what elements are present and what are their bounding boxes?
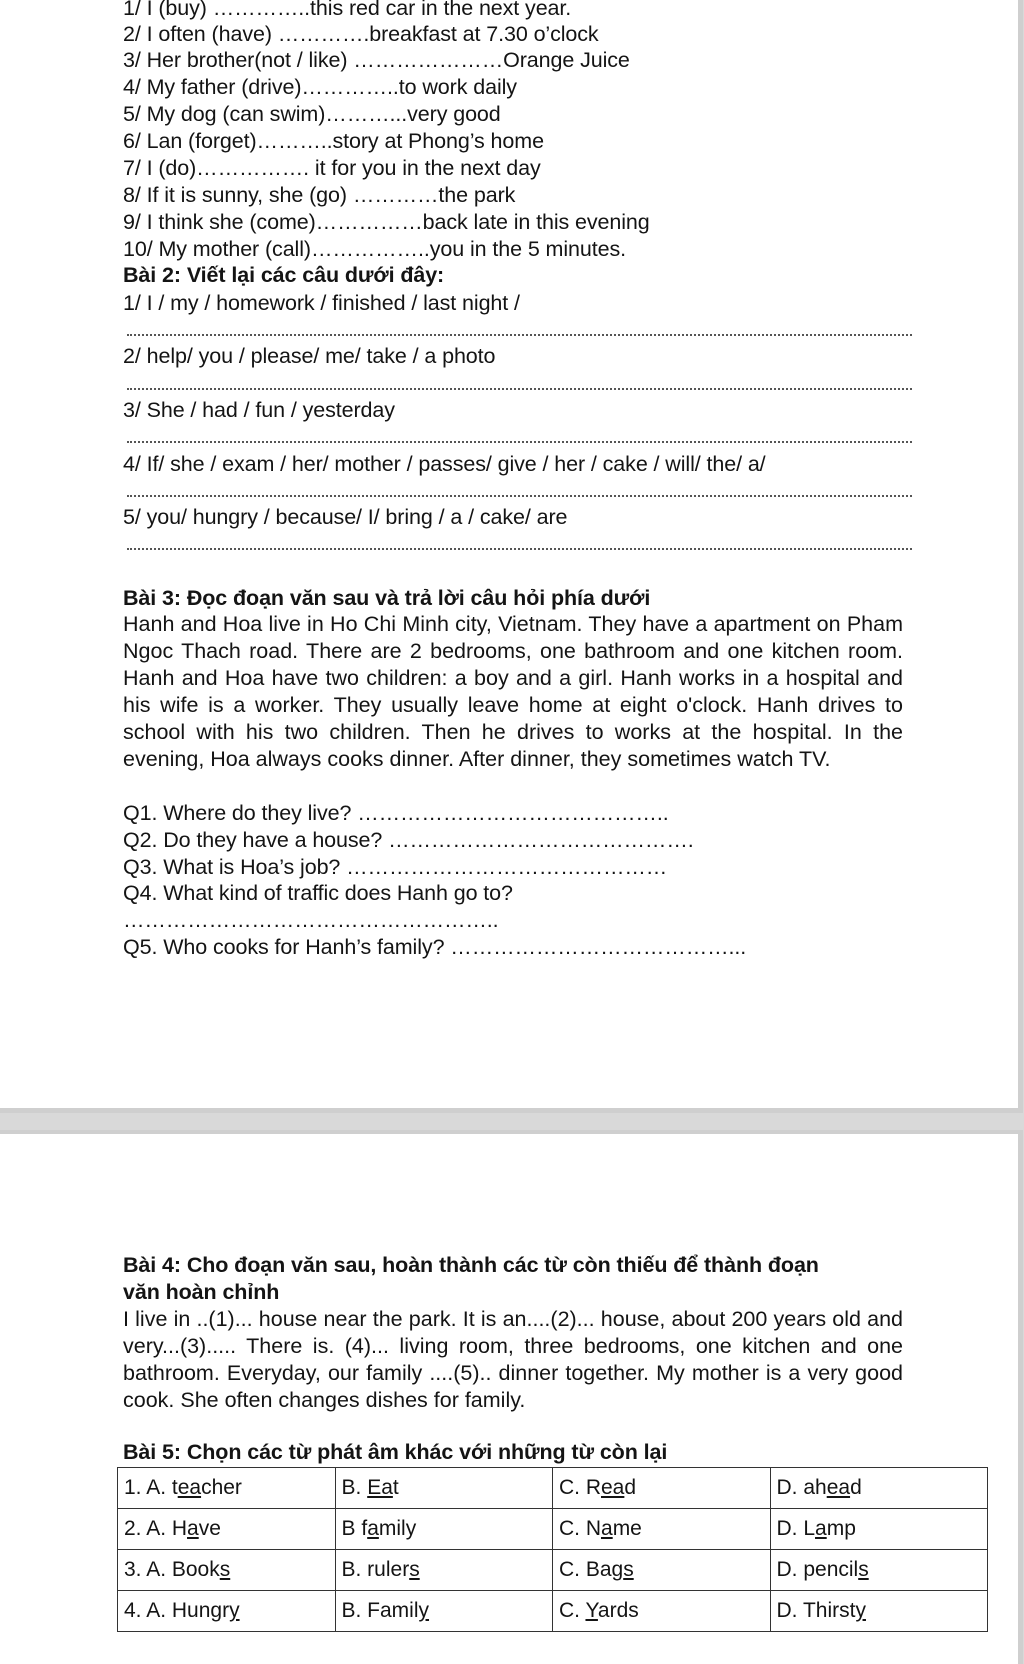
ex2-item: 2/ help/ you / please/ me/ take / a photo [123, 344, 496, 368]
ex2-item: 3/ She / had / fun / yesterday [123, 398, 395, 422]
answer-dotted-line [127, 548, 912, 550]
ex2-title: Bài 2: Viết lại các câu dưới đây: [123, 263, 445, 287]
table-cell: C. Name [553, 1509, 771, 1550]
table-cell: C. Bags [553, 1550, 771, 1591]
ex1-item: 9/ I think she (come)……………back late in this evening [123, 210, 650, 234]
table-cell: 2. A. Have [118, 1509, 336, 1550]
underlined-sound: y [229, 1599, 240, 1622]
answer-dotted-line [127, 334, 912, 336]
ex4-title: Bài 4: Cho đoạn văn sau, hoàn thành các từ còn thiếu để thành đoạn [123, 1253, 819, 1277]
underlined-sound: ea [177, 1476, 202, 1499]
ex3-answer-line: …………………………………………….. [123, 908, 499, 932]
ex5-table [117, 1467, 988, 1632]
table-cell: D. Thirsty [770, 1591, 988, 1632]
underlined-sound: s [219, 1558, 231, 1581]
underlined-sound: y [855, 1599, 866, 1622]
table-cell: C. Yards [553, 1591, 771, 1632]
table-cell: D. pencils [770, 1550, 988, 1591]
ex3-question: Q5. Who cooks for Hanh’s family? …………………………………... [123, 935, 747, 959]
table-row [118, 1509, 988, 1550]
ex1-item: 2/ I often (have) ………….breakfast at 7.30 o’clock [123, 22, 599, 46]
answer-dotted-line [127, 441, 912, 443]
table-cell: B. Eat [335, 1468, 553, 1509]
ex3-question: Q4. What kind of traffic does Hanh go to? [123, 881, 513, 905]
ex3-question: Q1. Where do they live? …………………………………….. [123, 801, 669, 825]
table-cell: 1. A. teacher [118, 1468, 336, 1509]
underlined-sound: s [858, 1558, 869, 1581]
table-cell: B. Family [335, 1591, 553, 1632]
underlined-sound: Ea [367, 1476, 393, 1499]
table-cell: D. Lamp [770, 1509, 988, 1550]
table-row [118, 1591, 988, 1632]
underlined-sound: a [187, 1517, 199, 1540]
ex5-title: Bài 5: Chọn các từ phát âm khác với những từ còn lại [123, 1440, 668, 1464]
ex1-item: 10/ My mother (call)……………..you in the 5 minutes. [123, 237, 627, 261]
ex1-item: 7/ I (do)……………. it for you in the next day [123, 156, 541, 180]
underlined-sound: ea [601, 1476, 625, 1499]
underlined-sound: y [418, 1599, 430, 1622]
ex1-item: 6/ Lan (forget)………..story at Phong’s home [123, 129, 544, 153]
table-cell: C. Read [553, 1468, 771, 1509]
ex4-passage-text: I live in ..(1)... house near the park. It is an....(2)... house, about 200 years old and very...(3)..... There is. (4)... living room, three bedrooms, one kitchen and one bathroom. Everyday, our family ....(5).. dinner together. My mother is a very good cook. She often changes dishes for family. [123, 1307, 903, 1412]
ex3-passage [123, 611, 903, 773]
underlined-sound: s [623, 1558, 634, 1581]
answer-dotted-line [127, 495, 912, 497]
underlined-sound: s [409, 1558, 420, 1581]
ex2-item: 1/ I / my / homework / finished / last night / [123, 291, 520, 315]
ex3-question: Q2. Do they have a house? ……………………………………. [123, 828, 694, 852]
table-row [118, 1468, 988, 1509]
table-cell: D. ahead [770, 1468, 988, 1509]
table-cell: 3. A. Books [118, 1550, 336, 1591]
underlined-sound: Y [585, 1599, 598, 1622]
table-cell: B. rulers [335, 1550, 553, 1591]
ex1-item: 8/ If it is sunny, she (go) …………the park [123, 183, 516, 207]
ex1-item: 1/ I (buy) …………..this red car in the next year. [123, 0, 572, 20]
ex3-question: Q3. What is Hoa’s job? ……………………………………… [123, 855, 668, 879]
underlined-sound: a [367, 1517, 379, 1540]
ex1-item: 3/ Her brother(not / like) …………………Orange Juice [123, 48, 630, 72]
ex1-item: 5/ My dog (can swim)………...very good [123, 102, 501, 126]
table-cell: 4. A. Hungry [118, 1591, 336, 1632]
table-row [118, 1550, 988, 1591]
ex2-item: 5/ you/ hungry / because/ I/ bring / a / cake/ are [123, 505, 568, 529]
underlined-sound: a [601, 1517, 613, 1540]
answer-dotted-line [127, 388, 912, 390]
ex4-title-cont: văn hoàn chỉnh [123, 1280, 280, 1304]
underlined-sound: a [815, 1517, 827, 1540]
underlined-sound: ea [826, 1476, 851, 1499]
ex4-passage [123, 1306, 903, 1414]
ex3-title: Bài 3: Đọc đoạn văn sau và trả lời câu hỏi phía dưới [123, 586, 651, 610]
table-cell: B family [335, 1509, 553, 1550]
ex3-passage-text: Hanh and Hoa live in Ho Chi Minh city, Vietnam. They have a apartment on Pham Ngoc Thach road. There are 2 bedrooms, one bathroom and one kitchen room. Hanh and Hoa have two children: a boy and a girl. Hanh works in a hospital and his wife is a worker. They usually leave home at eight o'clock. Hanh drives to school with his two children. Then he drives to works at the hospital. In the evening, Hoa always cooks dinner. After dinner, they sometimes watch TV. [123, 612, 903, 771]
ex2-item: 4/ If/ she / exam / her/ mother / passes/ give / her / cake / will/ the/ a/ [123, 452, 766, 476]
ex1-item: 4/ My father (drive)…………..to work daily [123, 75, 517, 99]
